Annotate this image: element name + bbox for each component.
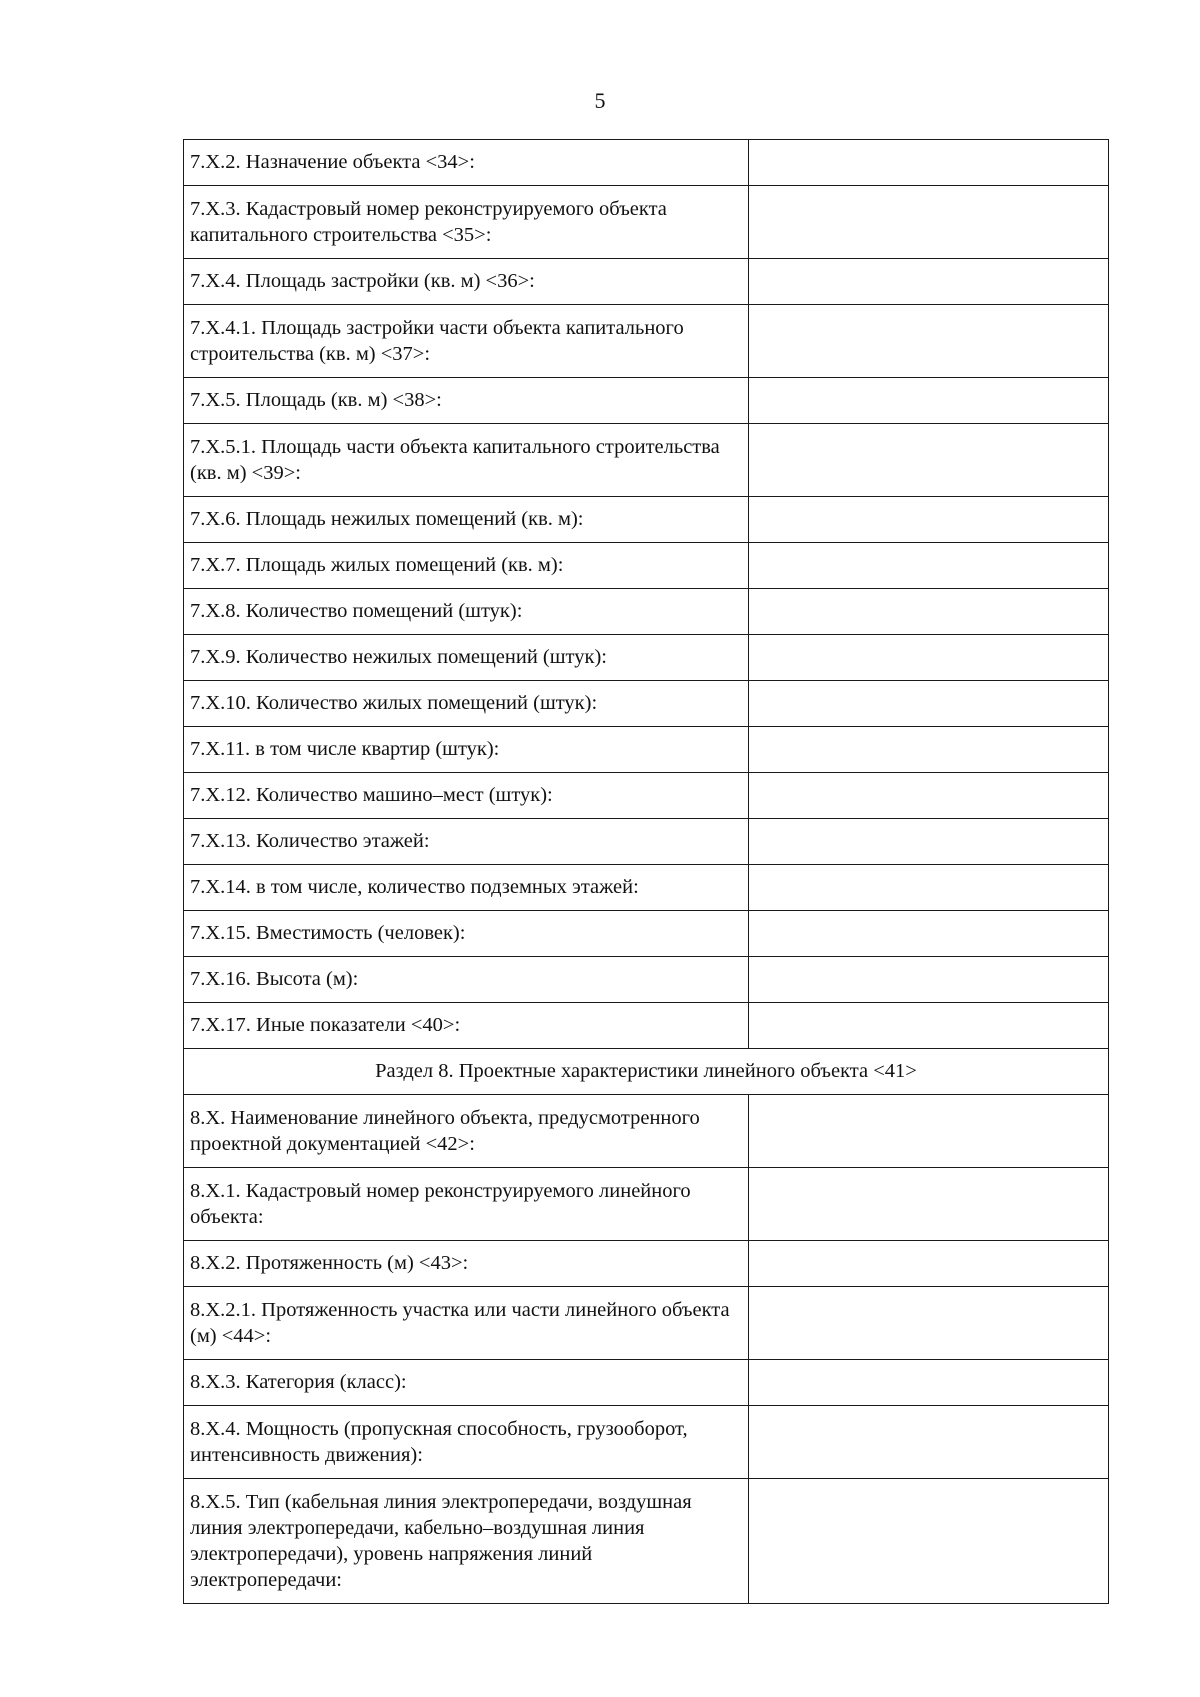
table-row xyxy=(184,819,1109,865)
table-row xyxy=(184,773,1109,819)
field-label: 7.Х.10. Количество жилых помещений (штук): xyxy=(184,681,749,727)
field-label: 8.Х. Наименование линейного объекта, предусмотренного проектной документацией <42>: xyxy=(184,1095,749,1168)
section-row xyxy=(184,1049,1109,1095)
table-row xyxy=(184,727,1109,773)
field-label: 7.Х.9. Количество нежилых помещений (штук): xyxy=(184,635,749,681)
field-value[interactable] xyxy=(749,865,1109,911)
field-label: 7.Х.15. Вместимость (человек): xyxy=(184,911,749,957)
field-value[interactable] xyxy=(749,957,1109,1003)
table-row xyxy=(184,1287,1109,1360)
field-label: 7.Х.6. Площадь нежилых помещений (кв. м): xyxy=(184,497,749,543)
field-label: 7.Х.11. в том числе квартир (штук): xyxy=(184,727,749,773)
table-row xyxy=(184,1095,1109,1168)
page-number: 5 xyxy=(594,88,606,113)
form-table xyxy=(183,139,1109,1604)
field-value[interactable] xyxy=(749,543,1109,589)
table-row xyxy=(184,259,1109,305)
field-label: 8.Х.1. Кадастровый номер реконструируемого линейного объекта: xyxy=(184,1168,749,1241)
field-label: 7.Х.14. в том числе, количество подземных этажей: xyxy=(184,865,749,911)
field-value[interactable] xyxy=(749,424,1109,497)
field-value[interactable] xyxy=(749,186,1109,259)
field-value[interactable] xyxy=(749,773,1109,819)
table-row xyxy=(184,497,1109,543)
field-label: 7.Х.2. Назначение объекта <34>: xyxy=(184,140,749,186)
table-row xyxy=(184,140,1109,186)
field-value[interactable] xyxy=(749,727,1109,773)
field-value[interactable] xyxy=(749,1406,1109,1479)
field-value[interactable] xyxy=(749,378,1109,424)
table-row xyxy=(184,865,1109,911)
table-row xyxy=(184,1168,1109,1241)
table-row xyxy=(184,1479,1109,1604)
field-value[interactable] xyxy=(749,1479,1109,1604)
table-row xyxy=(184,424,1109,497)
table-row xyxy=(184,635,1109,681)
field-value[interactable] xyxy=(749,259,1109,305)
field-value[interactable] xyxy=(749,1003,1109,1049)
field-value[interactable] xyxy=(749,1241,1109,1287)
field-label: 7.Х.7. Площадь жилых помещений (кв. м): xyxy=(184,543,749,589)
section-heading: Раздел 8. Проектные характеристики линейного объекта <41> xyxy=(184,1049,1109,1095)
field-value[interactable] xyxy=(749,1095,1109,1168)
field-label: 7.Х.17. Иные показатели <40>: xyxy=(184,1003,749,1049)
field-label: 7.Х.16. Высота (м): xyxy=(184,957,749,1003)
field-label: 8.Х.2.1. Протяженность участка или части линейного объекта (м) <44>: xyxy=(184,1287,749,1360)
field-label: 7.Х.5.1. Площадь части объекта капитального строительства (кв. м) <39>: xyxy=(184,424,749,497)
table-row xyxy=(184,681,1109,727)
field-value[interactable] xyxy=(749,635,1109,681)
field-value[interactable] xyxy=(749,497,1109,543)
field-label: 7.Х.13. Количество этажей: xyxy=(184,819,749,865)
field-label: 8.Х.3. Категория (класс): xyxy=(184,1360,749,1406)
field-value[interactable] xyxy=(749,819,1109,865)
field-value[interactable] xyxy=(749,589,1109,635)
table-row xyxy=(184,589,1109,635)
table-row xyxy=(184,1003,1109,1049)
field-label: 7.Х.4.1. Площадь застройки части объекта капитального строительства (кв. м) <37>: xyxy=(184,305,749,378)
field-value[interactable] xyxy=(749,1168,1109,1241)
field-value[interactable] xyxy=(749,911,1109,957)
field-label: 7.Х.8. Количество помещений (штук): xyxy=(184,589,749,635)
field-value[interactable] xyxy=(749,1360,1109,1406)
table-row xyxy=(184,186,1109,259)
field-value[interactable] xyxy=(749,681,1109,727)
table-row xyxy=(184,1241,1109,1287)
field-label: 8.Х.2. Протяженность (м) <43>: xyxy=(184,1241,749,1287)
table-row xyxy=(184,1406,1109,1479)
table-row xyxy=(184,1360,1109,1406)
field-value[interactable] xyxy=(749,305,1109,378)
field-value[interactable] xyxy=(749,140,1109,186)
table-row xyxy=(184,543,1109,589)
field-value[interactable] xyxy=(749,1287,1109,1360)
field-label: 7.Х.4. Площадь застройки (кв. м) <36>: xyxy=(184,259,749,305)
table-row xyxy=(184,305,1109,378)
field-label: 8.Х.4. Мощность (пропускная способность, грузооборот, интенсивность движения): xyxy=(184,1406,749,1479)
field-label: 8.Х.5. Тип (кабельная линия электропередачи, воздушная линия электропередачи, кабельно–воздушная линия электропередачи), уровень напряжения линий электропередачи: xyxy=(184,1479,749,1604)
field-label: 7.Х.12. Количество машино–мест (штук): xyxy=(184,773,749,819)
field-label: 7.Х.5. Площадь (кв. м) <38>: xyxy=(184,378,749,424)
field-label: 7.Х.3. Кадастровый номер реконструируемого объекта капитального строительства <35>: xyxy=(184,186,749,259)
table-row xyxy=(184,378,1109,424)
table-row xyxy=(184,957,1109,1003)
table-row xyxy=(184,911,1109,957)
